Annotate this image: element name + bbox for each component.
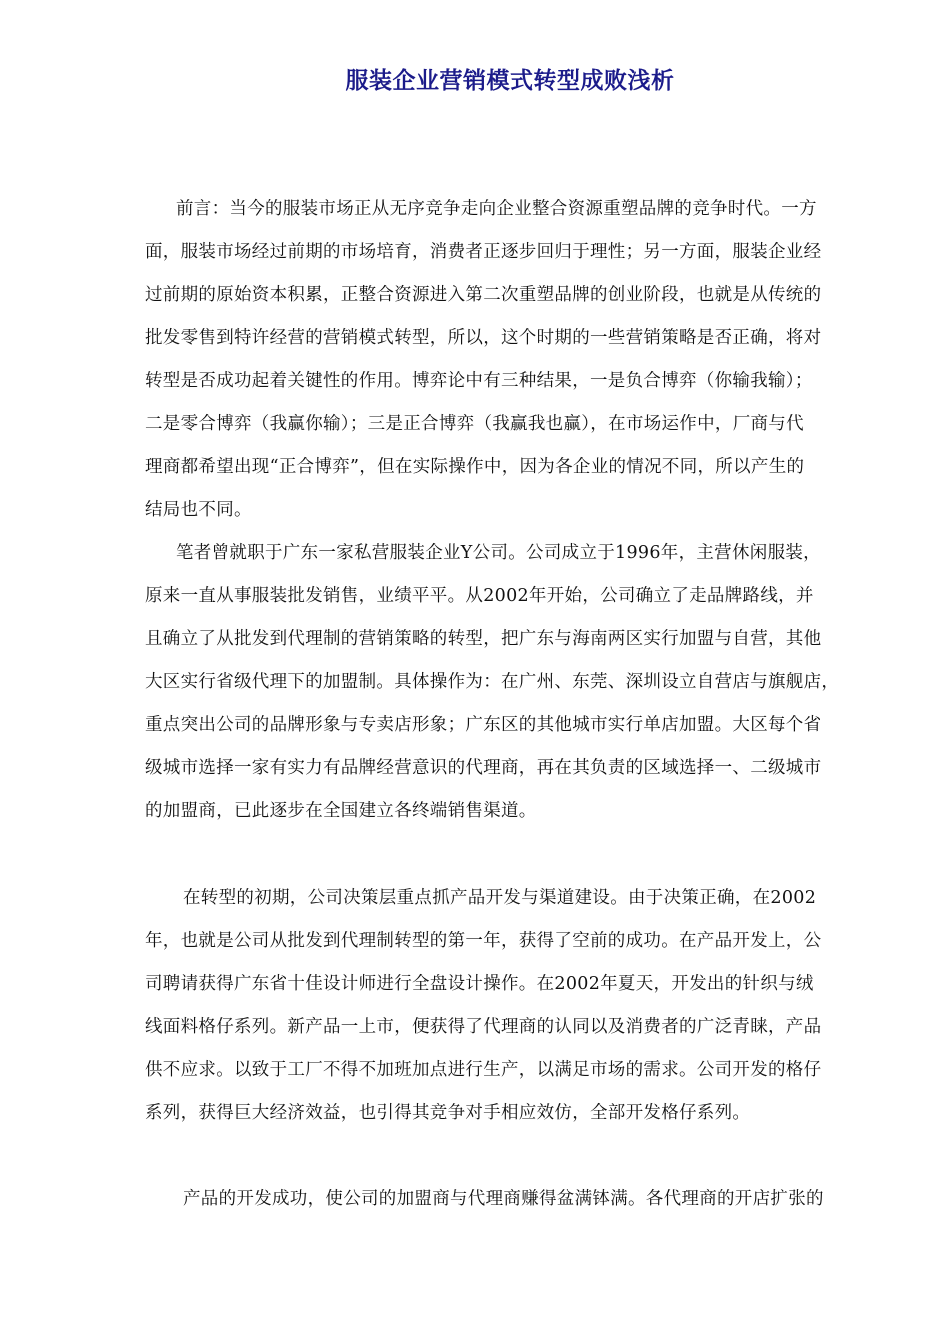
paragraph-1-line-5: 转型是否成功起着关键性的作用。博弈论中有三种结果，一是负合博弈（你输我输）； bbox=[145, 371, 813, 391]
paragraph-2-line-1: 笔者曾就职于广东一家私营服装企业Y公司。公司成立于1996年，主营休闲服装， bbox=[176, 543, 821, 563]
paragraph-3-line-2: 年，也就是公司从批发到代理制转型的第一年，获得了空前的成功。在产品开发上，公 bbox=[145, 931, 822, 951]
paragraph-2-line-2: 原来一直从事服装批发销售，业绩平平。从2002年开始，公司确立了走品牌路线，并 bbox=[145, 586, 814, 606]
paragraph-1-line-1: 前言：当今的服装市场正从无序竞争走向企业整合资源重塑品牌的竞争时代。一方 bbox=[176, 199, 817, 219]
paragraph-1-line-2: 面，服装市场经过前期的市场培育，消费者正逐步回归于理性；另一方面，服装企业经 bbox=[145, 242, 822, 262]
paragraph-1-line-7: 理商都希望出现“正合博弈”，但在实际操作中，因为各企业的情况不同，所以产生的 bbox=[145, 457, 805, 477]
paragraph-3-line-5: 供不应求。以致于工厂不得不加班加点进行生产，以满足市场的需求。公司开发的格仔 bbox=[145, 1060, 822, 1080]
paragraph-3-line-1: 在转型的初期，公司决策层重点抓产品开发与渠道建设。由于决策正确，在2002 bbox=[183, 888, 817, 908]
paragraph-2-line-4: 大区实行省级代理下的加盟制。具体操作为：在广州、东莞、深圳设立自营店与旗舰店， bbox=[145, 672, 840, 692]
paragraph-3-line-6: 系列，获得巨大经济效益，也引得其竞争对手相应效仿，全部开发格仔系列。 bbox=[145, 1103, 751, 1123]
paragraph-1-line-3: 过前期的原始资本积累，正整合资源进入第二次重塑品牌的创业阶段，也就是从传统的 bbox=[145, 285, 822, 305]
paragraph-2-line-6: 级城市选择一家有实力有品牌经营意识的代理商，再在其负责的区域选择一、二级城市 bbox=[145, 758, 822, 778]
paragraph-4-line-1: 产品的开发成功，使公司的加盟商与代理商赚得盆满钵满。各代理商的开店扩张的 bbox=[183, 1189, 824, 1209]
paragraph-3-line-4: 线面料格仔系列。新产品一上市，便获得了代理商的认同以及消费者的广泛青睐，产品 bbox=[145, 1017, 822, 1037]
paragraph-2-line-3: 且确立了从批发到代理制的营销策略的转型，把广东与海南两区实行加盟与自营，其他 bbox=[145, 629, 822, 649]
paragraph-3-line-3: 司聘请获得广东省十佳设计师进行全盘设计操作。在2002年夏天，开发出的针织与绒 bbox=[145, 974, 814, 994]
paragraph-1-line-4: 批发零售到特许经营的营销模式转型，所以，这个时期的一些营销策略是否正确，将对 bbox=[145, 328, 822, 348]
paragraph-1-line-8: 结局也不同。 bbox=[145, 500, 252, 520]
paragraph-1-line-6: 二是零合博弈（我赢你输）；三是正合博弈（我赢我也赢），在市场运作中，厂商与代 bbox=[145, 414, 804, 434]
paragraph-2-line-7: 的加盟商，已此逐步在全国建立各终端销售渠道。 bbox=[145, 801, 537, 821]
paragraph-2-line-5: 重点突出公司的品牌形象与专卖店形象；广东区的其他城市实行单店加盟。大区每个省 bbox=[145, 715, 822, 735]
document-title: 服装企业营销模式转型成败浅析 bbox=[345, 68, 675, 94]
